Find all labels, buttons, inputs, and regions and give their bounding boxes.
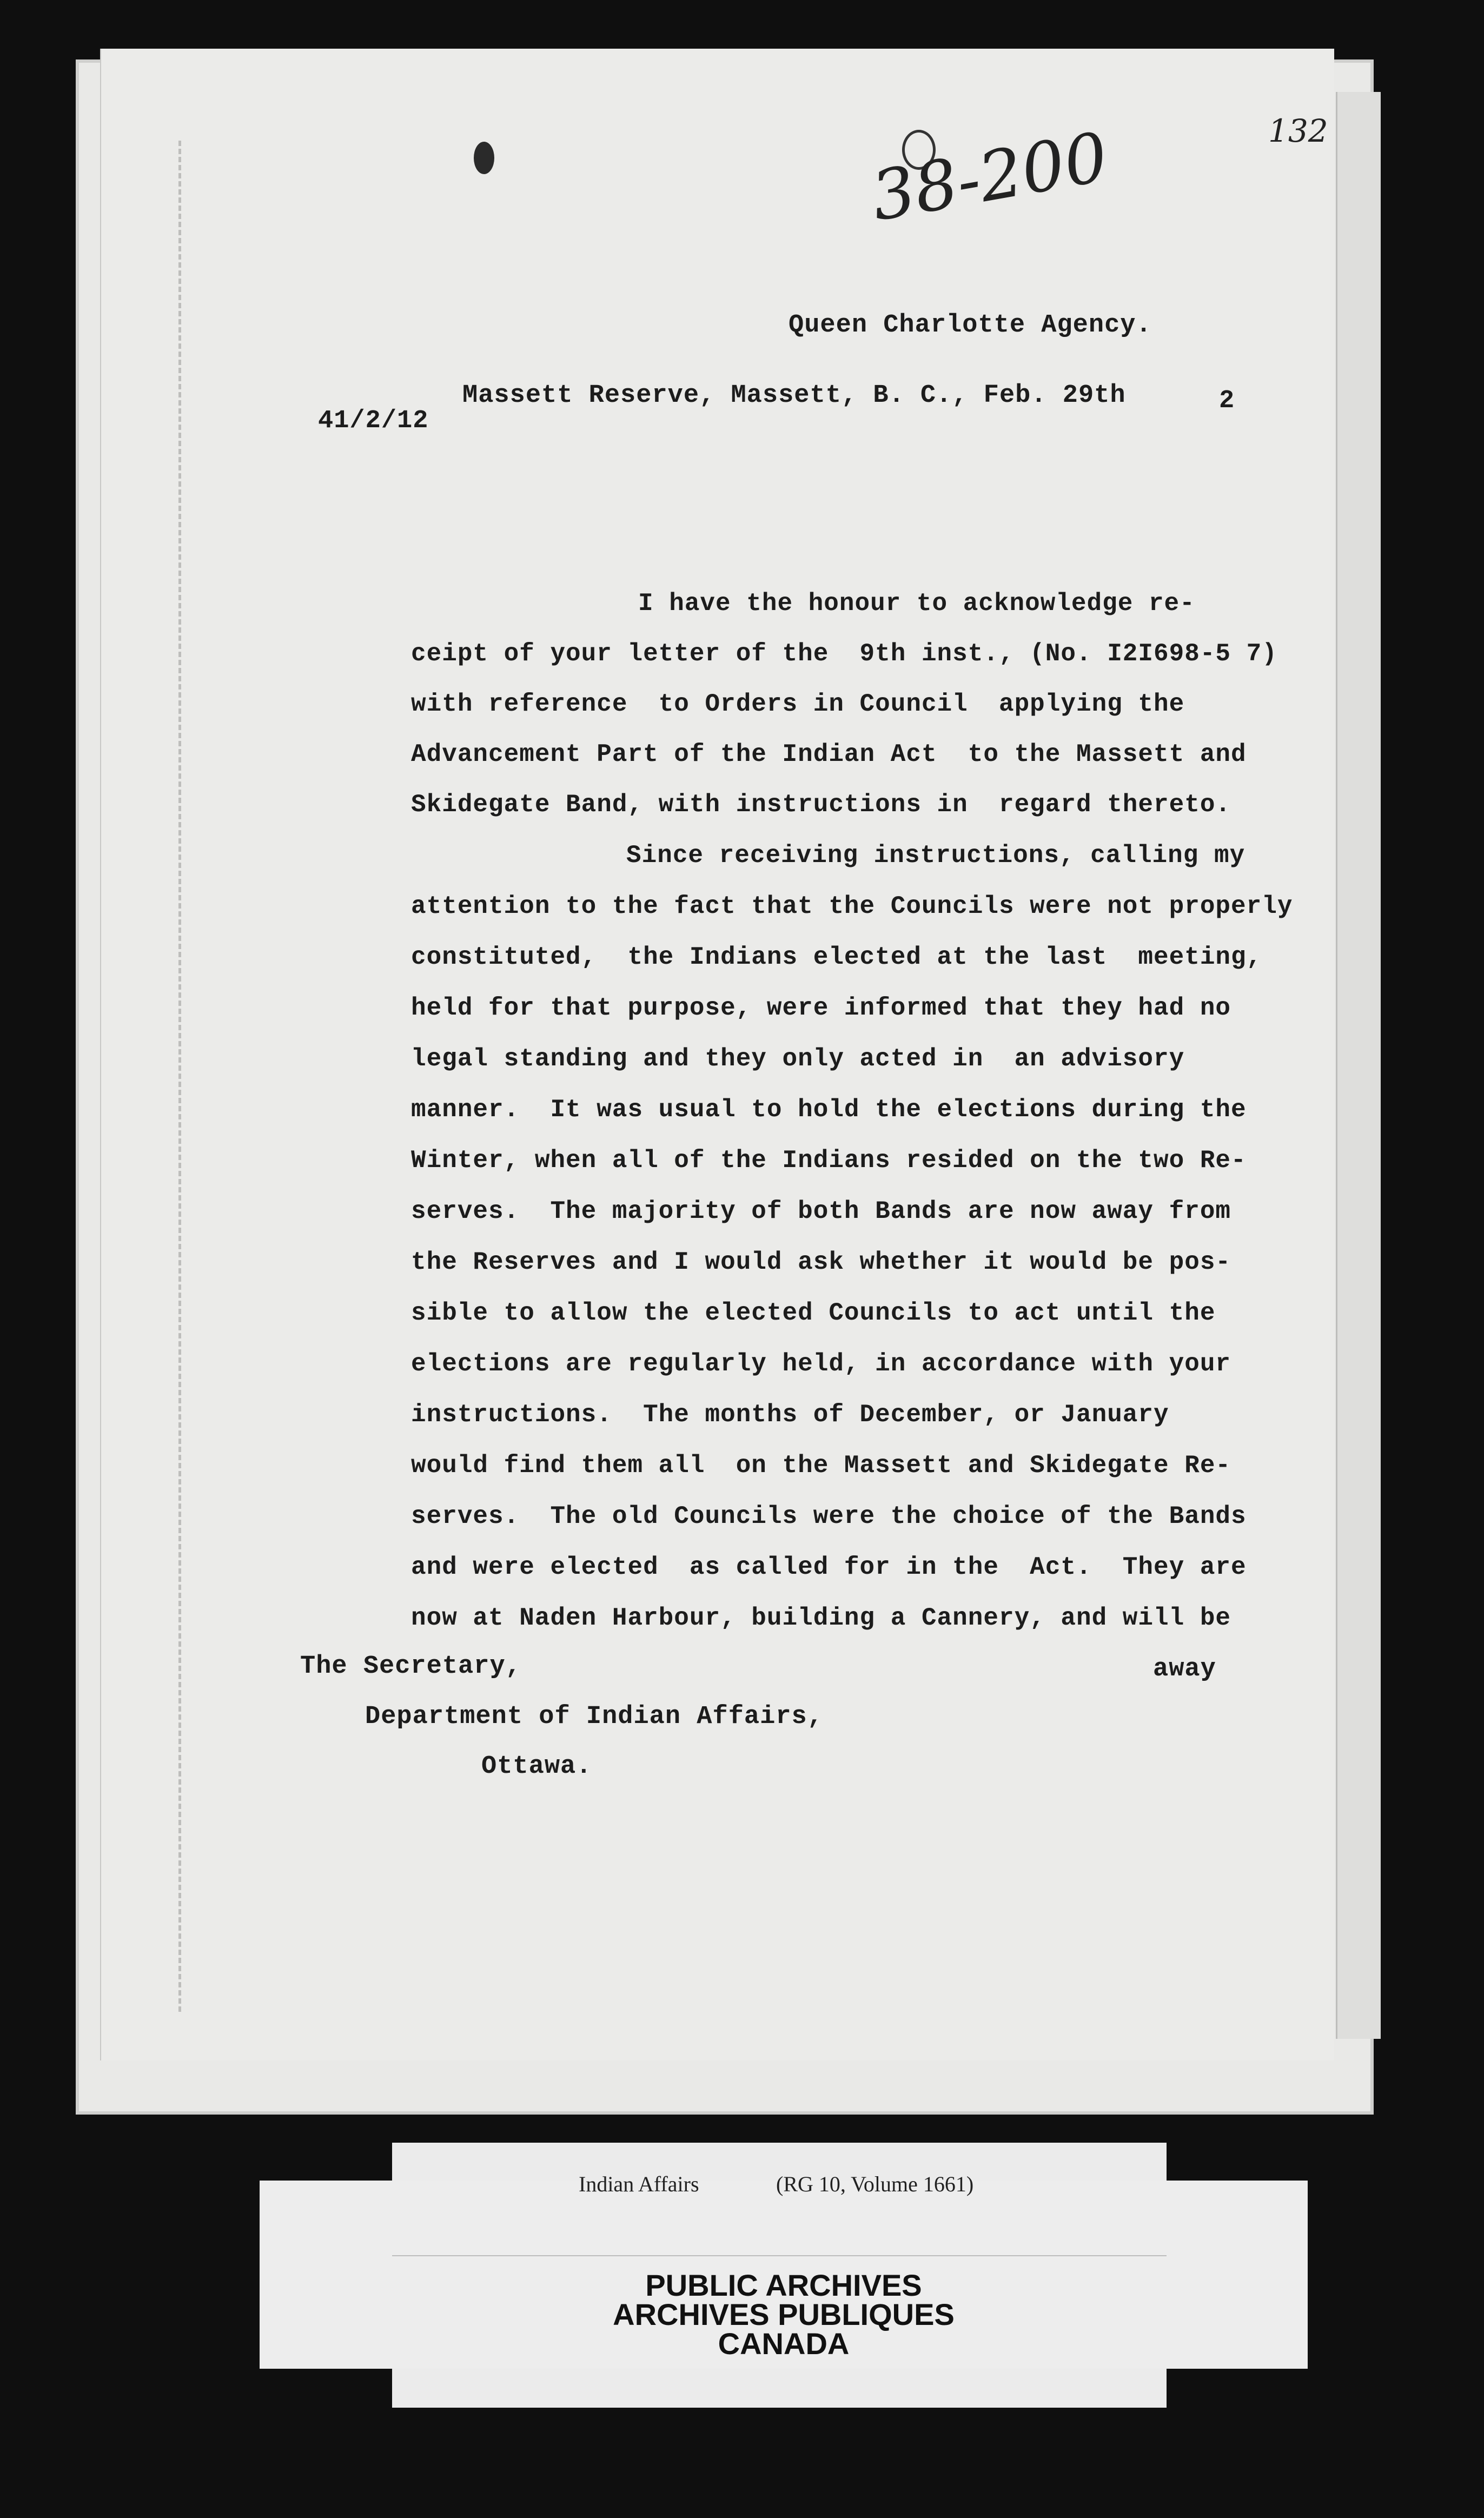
handwritten-file-reference: 38-200	[865, 117, 1114, 237]
body-line: would find them all on the Massett and Skidegate Re-	[411, 1452, 1231, 1480]
body-line: with reference to Orders in Council applying the	[411, 690, 1185, 718]
body-line: instructions. The months of December, or January	[411, 1401, 1169, 1429]
body-line: ceipt of your letter of the 9th inst., (No. I2I698-5 7)	[411, 640, 1277, 668]
body-line: Winter, when all of the Indians resided on the two Re-	[411, 1147, 1247, 1175]
body-line: held for that purpose, were informed that they had no	[411, 994, 1231, 1022]
body-line: and were elected as called for in the Act. They are	[411, 1553, 1247, 1581]
body-line: legal standing and they only acted in an advisory	[411, 1045, 1185, 1073]
body-line: I have the honour to acknowledge re-	[638, 589, 1195, 618]
body-line: attention to the fact that the Councils were not properly	[411, 892, 1293, 920]
agency-heading: Queen Charlotte Agency.	[789, 311, 1152, 340]
addressee-department: Department of Indian Affairs,	[365, 1702, 823, 1731]
label-divider	[392, 2255, 1167, 2256]
torn-binding-edge	[178, 141, 184, 2012]
body-line: constituted, the Indians elected at the last meeting,	[411, 943, 1262, 971]
addressee-city: Ottawa.	[481, 1752, 592, 1781]
continuation-word: away	[1153, 1655, 1216, 1684]
archives-line-french: ARCHIVES PUBLIQUES	[613, 2297, 955, 2331]
addressee-title: The Secretary,	[300, 1652, 521, 1681]
body-line: Skidegate Band, with instructions in regard thereto.	[411, 791, 1231, 819]
body-line: manner. It was usual to hold the elections during the	[411, 1096, 1247, 1124]
body-line: serves. The majority of both Bands are now away from	[411, 1197, 1231, 1225]
body-line: elections are regularly held, in accordance with your	[411, 1350, 1231, 1378]
archive-volume: (RG 10, Volume 1661)	[776, 2172, 974, 2196]
handwritten-page-number: 132	[1268, 112, 1328, 149]
body-line: serves. The old Councils were the choice of the Bands	[411, 1502, 1247, 1530]
archive-series: Indian Affairs	[579, 2172, 699, 2196]
body-line: sible to allow the elected Councils to act until the	[411, 1299, 1216, 1327]
underlying-page-edge	[1336, 92, 1381, 2039]
body-line: now at Naden Harbour, building a Cannery, and will be	[411, 1604, 1231, 1632]
file-number: 41/2/12	[318, 407, 429, 435]
ink-blot	[474, 142, 494, 174]
archives-line-english: PUBLIC ARCHIVES	[645, 2268, 922, 2302]
archives-line-country: CANADA	[718, 2327, 850, 2361]
body-line: the Reserves and I would ask whether it would be pos-	[411, 1248, 1231, 1276]
body-line: Since receiving instructions, calling my	[626, 841, 1246, 870]
location-date-line: Massett Reserve, Massett, B. C., Feb. 29th	[462, 381, 1126, 410]
body-line: Advancement Part of the Indian Act to the Massett and	[411, 740, 1247, 768]
page-marker: 2	[1219, 387, 1235, 415]
